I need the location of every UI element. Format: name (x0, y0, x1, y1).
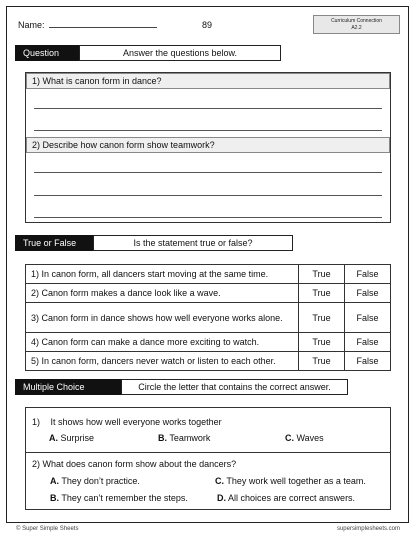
multiple-choice-section-tag: Multiple Choice (15, 379, 121, 395)
mc-q1-option-c[interactable] (285, 433, 324, 443)
false-option[interactable]: False (345, 303, 391, 333)
question-instruction: Answer the questions below. (79, 45, 281, 61)
mc-q2-option-d[interactable] (217, 493, 355, 503)
statement-cell: 5) In canon form, dancers never watch or listen to each other. (26, 352, 299, 371)
table-row (26, 265, 391, 284)
true-false-section-tag: True or False (15, 235, 93, 251)
mc-question-1 (32, 417, 222, 427)
true-option[interactable]: True (299, 265, 345, 284)
name-field-label (18, 20, 157, 30)
mc-q2-option-b[interactable] (50, 493, 188, 503)
mc-q1-option-a[interactable] (49, 433, 94, 443)
option-text: They don’t practice. (61, 476, 140, 486)
option-letter[interactable]: B. (50, 493, 59, 503)
false-option[interactable]: False (345, 352, 391, 371)
false-option[interactable]: False (345, 265, 391, 284)
table-row (26, 333, 391, 352)
option-text: Teamwork (169, 433, 211, 443)
option-text: They can’t remember the steps. (61, 493, 188, 503)
option-letter[interactable]: B. (158, 433, 167, 443)
false-option[interactable]: False (345, 284, 391, 303)
question-2-prompt: 2) Describe how canon form show teamwork? (26, 137, 390, 153)
answer-line[interactable] (34, 172, 382, 173)
curriculum-code: A2.2 (351, 25, 362, 31)
option-letter[interactable]: A. (49, 433, 58, 443)
question-box (25, 72, 391, 223)
answer-line[interactable] (34, 195, 382, 196)
name-blank-line[interactable] (49, 20, 157, 28)
divider (26, 452, 390, 453)
true-false-table (25, 264, 391, 371)
mc-q2-option-a[interactable] (50, 476, 140, 486)
false-option[interactable]: False (345, 333, 391, 352)
statement-cell: 2) Canon form makes a dance look like a wave. (26, 284, 299, 303)
mc-q1-option-b[interactable] (158, 433, 210, 443)
curriculum-title: Curriculum Connection (331, 18, 382, 24)
answer-line[interactable] (34, 130, 382, 131)
footer-copyright: © Super Simple Sheets (16, 526, 79, 532)
option-text: All choices are correct answers. (228, 493, 356, 503)
answer-line[interactable] (34, 217, 382, 218)
option-letter[interactable]: D. (217, 493, 226, 503)
option-letter[interactable]: C. (285, 433, 294, 443)
name-label: Name: (18, 20, 45, 30)
option-text: Surprise (60, 433, 95, 443)
curriculum-connection-box (313, 15, 400, 34)
mc-question-2: 2) What does canon form show about the dancers? (32, 459, 237, 469)
statement-cell: 3) Canon form in dance shows how well everyone works alone. (26, 303, 299, 333)
option-text: Waves (296, 433, 324, 443)
statement-cell: 1) In canon form, all dancers start moving at the same time. (26, 265, 299, 284)
footer-website: supersimplesheets.com (336, 526, 400, 532)
true-option[interactable]: True (299, 352, 345, 371)
question-1-prompt: 1) What is canon form in dance? (26, 73, 390, 89)
mc-q1-text: It shows how well everyone works together (50, 417, 222, 427)
multiple-choice-instruction: Circle the letter that contains the correct answer. (121, 379, 348, 395)
table-row (26, 303, 391, 333)
statement-cell: 4) Canon form can make a dance more exciting to watch. (26, 333, 299, 352)
table-row (26, 352, 391, 371)
page-number: 89 (202, 20, 213, 30)
option-letter[interactable]: A. (50, 476, 59, 486)
true-option[interactable]: True (299, 333, 345, 352)
table-row (26, 284, 391, 303)
true-option[interactable]: True (299, 284, 345, 303)
mc-q2-option-c[interactable] (215, 476, 366, 486)
option-text: They work well together as a team. (226, 476, 366, 486)
question-section-tag: Question (15, 45, 79, 61)
true-false-instruction: Is the statement true or false? (93, 235, 293, 251)
mc-q1-number: 1) (32, 417, 41, 427)
answer-line[interactable] (34, 108, 382, 109)
option-letter[interactable]: C. (215, 476, 224, 486)
true-option[interactable]: True (299, 303, 345, 333)
